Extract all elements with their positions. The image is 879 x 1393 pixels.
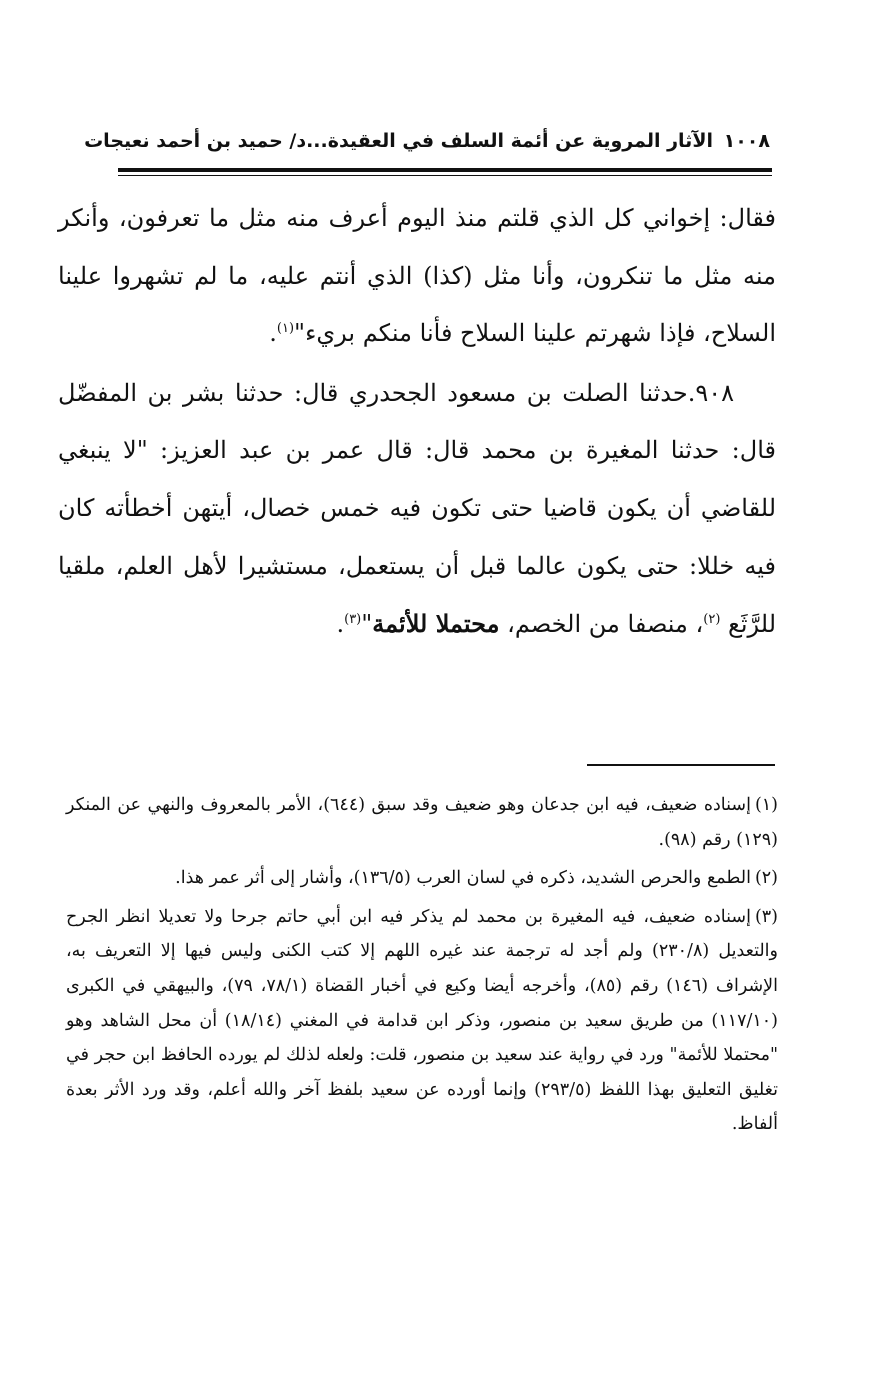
- header-rule-thin: [118, 175, 772, 176]
- footnote-number: (٣): [754, 906, 778, 927]
- paragraph-2: [58, 365, 776, 654]
- bold-phrase: محتملا للأئمة: [372, 609, 500, 639]
- footnote-ref-1: (١): [276, 321, 295, 337]
- footnote-text: الطمع والحرص الشديد، ذكره في لسان العرب (١٣٦/٥)، وأشار إلى أثر عمر هذا.: [175, 868, 751, 889]
- footnote-separator: [587, 764, 775, 766]
- footnote-3: [66, 900, 778, 1142]
- paragraph-1: [58, 190, 776, 363]
- footnote-2: [66, 861, 778, 896]
- paragraph-1-end: .: [269, 319, 277, 348]
- footnote-number: (١): [754, 795, 778, 815]
- footnote-number: (٢): [754, 868, 778, 889]
- footnote-ref-2: (٢): [703, 612, 721, 628]
- footnotes: [66, 788, 778, 1146]
- paragraph-2-text: ٩٠٨.حدثنا الصلت بن مسعود الجحدري قال: حدثنا بشر بن المفضّل قال: حدثنا المغيرة بن محمد قال: قال عمر بن عبد العزيز: "لا ينبغي للقاضي أن يكون قاضيا حتى تكون فيه خمس خصال، أيتهن أخطأته كان فيه خللا: حتى يكون عالما قبل أن يستعمل، مستشيرا لأهل العلم، ملقيا للرَّثَع: [58, 378, 776, 639]
- paragraph-2-mid: ، منصفا من الخصم،: [499, 610, 704, 639]
- running-header: [84, 118, 770, 164]
- book-title: الآثار المروية عن أئمة السلف في العقيدة...د/ حميد بن أحمد نعيجات: [84, 130, 713, 152]
- paragraph-2-end: .: [336, 610, 345, 639]
- header-rule-thick: [118, 168, 772, 172]
- footnote-text: إسناده ضعيف، فيه ابن جدعان وهو ضعيف وقد سبق (٦٤٤)، الأمر بالمعروف والنهي عن المنكر (١٢٩) رقم (٩٨).: [66, 795, 778, 850]
- quote-end: ": [361, 610, 373, 639]
- page-number: ١٠٠٨: [723, 130, 770, 152]
- main-text: [58, 190, 776, 654]
- footnote-ref-3: (٣): [344, 612, 362, 628]
- footnote-1: [66, 788, 778, 857]
- footnote-text: إسناده ضعيف، فيه المغيرة بن محمد لم يذكر فيه ابن أبي حاتم جرحا ولا تعديلا انظر الجرح والتعديل (٢٣٠/٨) ولم أجد له ترجمة عند غيره اللهم إلا كتب الكنى وليس فيها إلا التعريف به، الإشراف (١٤٦) رقم (٨٥)، وأخرجه أيضا وكيع في أخبار القضاة (٧٨/١، ٧٩)، والبيهقي في الكبرى (١١٧/١٠) من طريق سعيد بن منصور، وذكر ابن قدامة في المغني (١٨/١٤) أن محل الشاهد وهو "محتملا للأئمة" ورد في رواية عند سعيد بن منصور، قلت: ولعله لذلك لم يورده الحافظ ابن حجر في تغليق التعليق بهذا اللفظ (٢٩٣/٥) وإنما أورده عن سعيد بلفظ آخر والله أعلم، وقد ورد الأثر بعدة ألفاظ.: [66, 906, 779, 1135]
- paragraph-1-text: فقال: إخواني كل الذي قلتم منذ اليوم أعرف منه مثل ما تعرفون، وأنكر منه مثل ما تنكرون، وأنا مثل (كذا) الذي أنتم عليه، ما لم تشهروا علينا السلاح، فإذا شهرتم علينا السلاح فأنا منكم بريء": [58, 204, 776, 348]
